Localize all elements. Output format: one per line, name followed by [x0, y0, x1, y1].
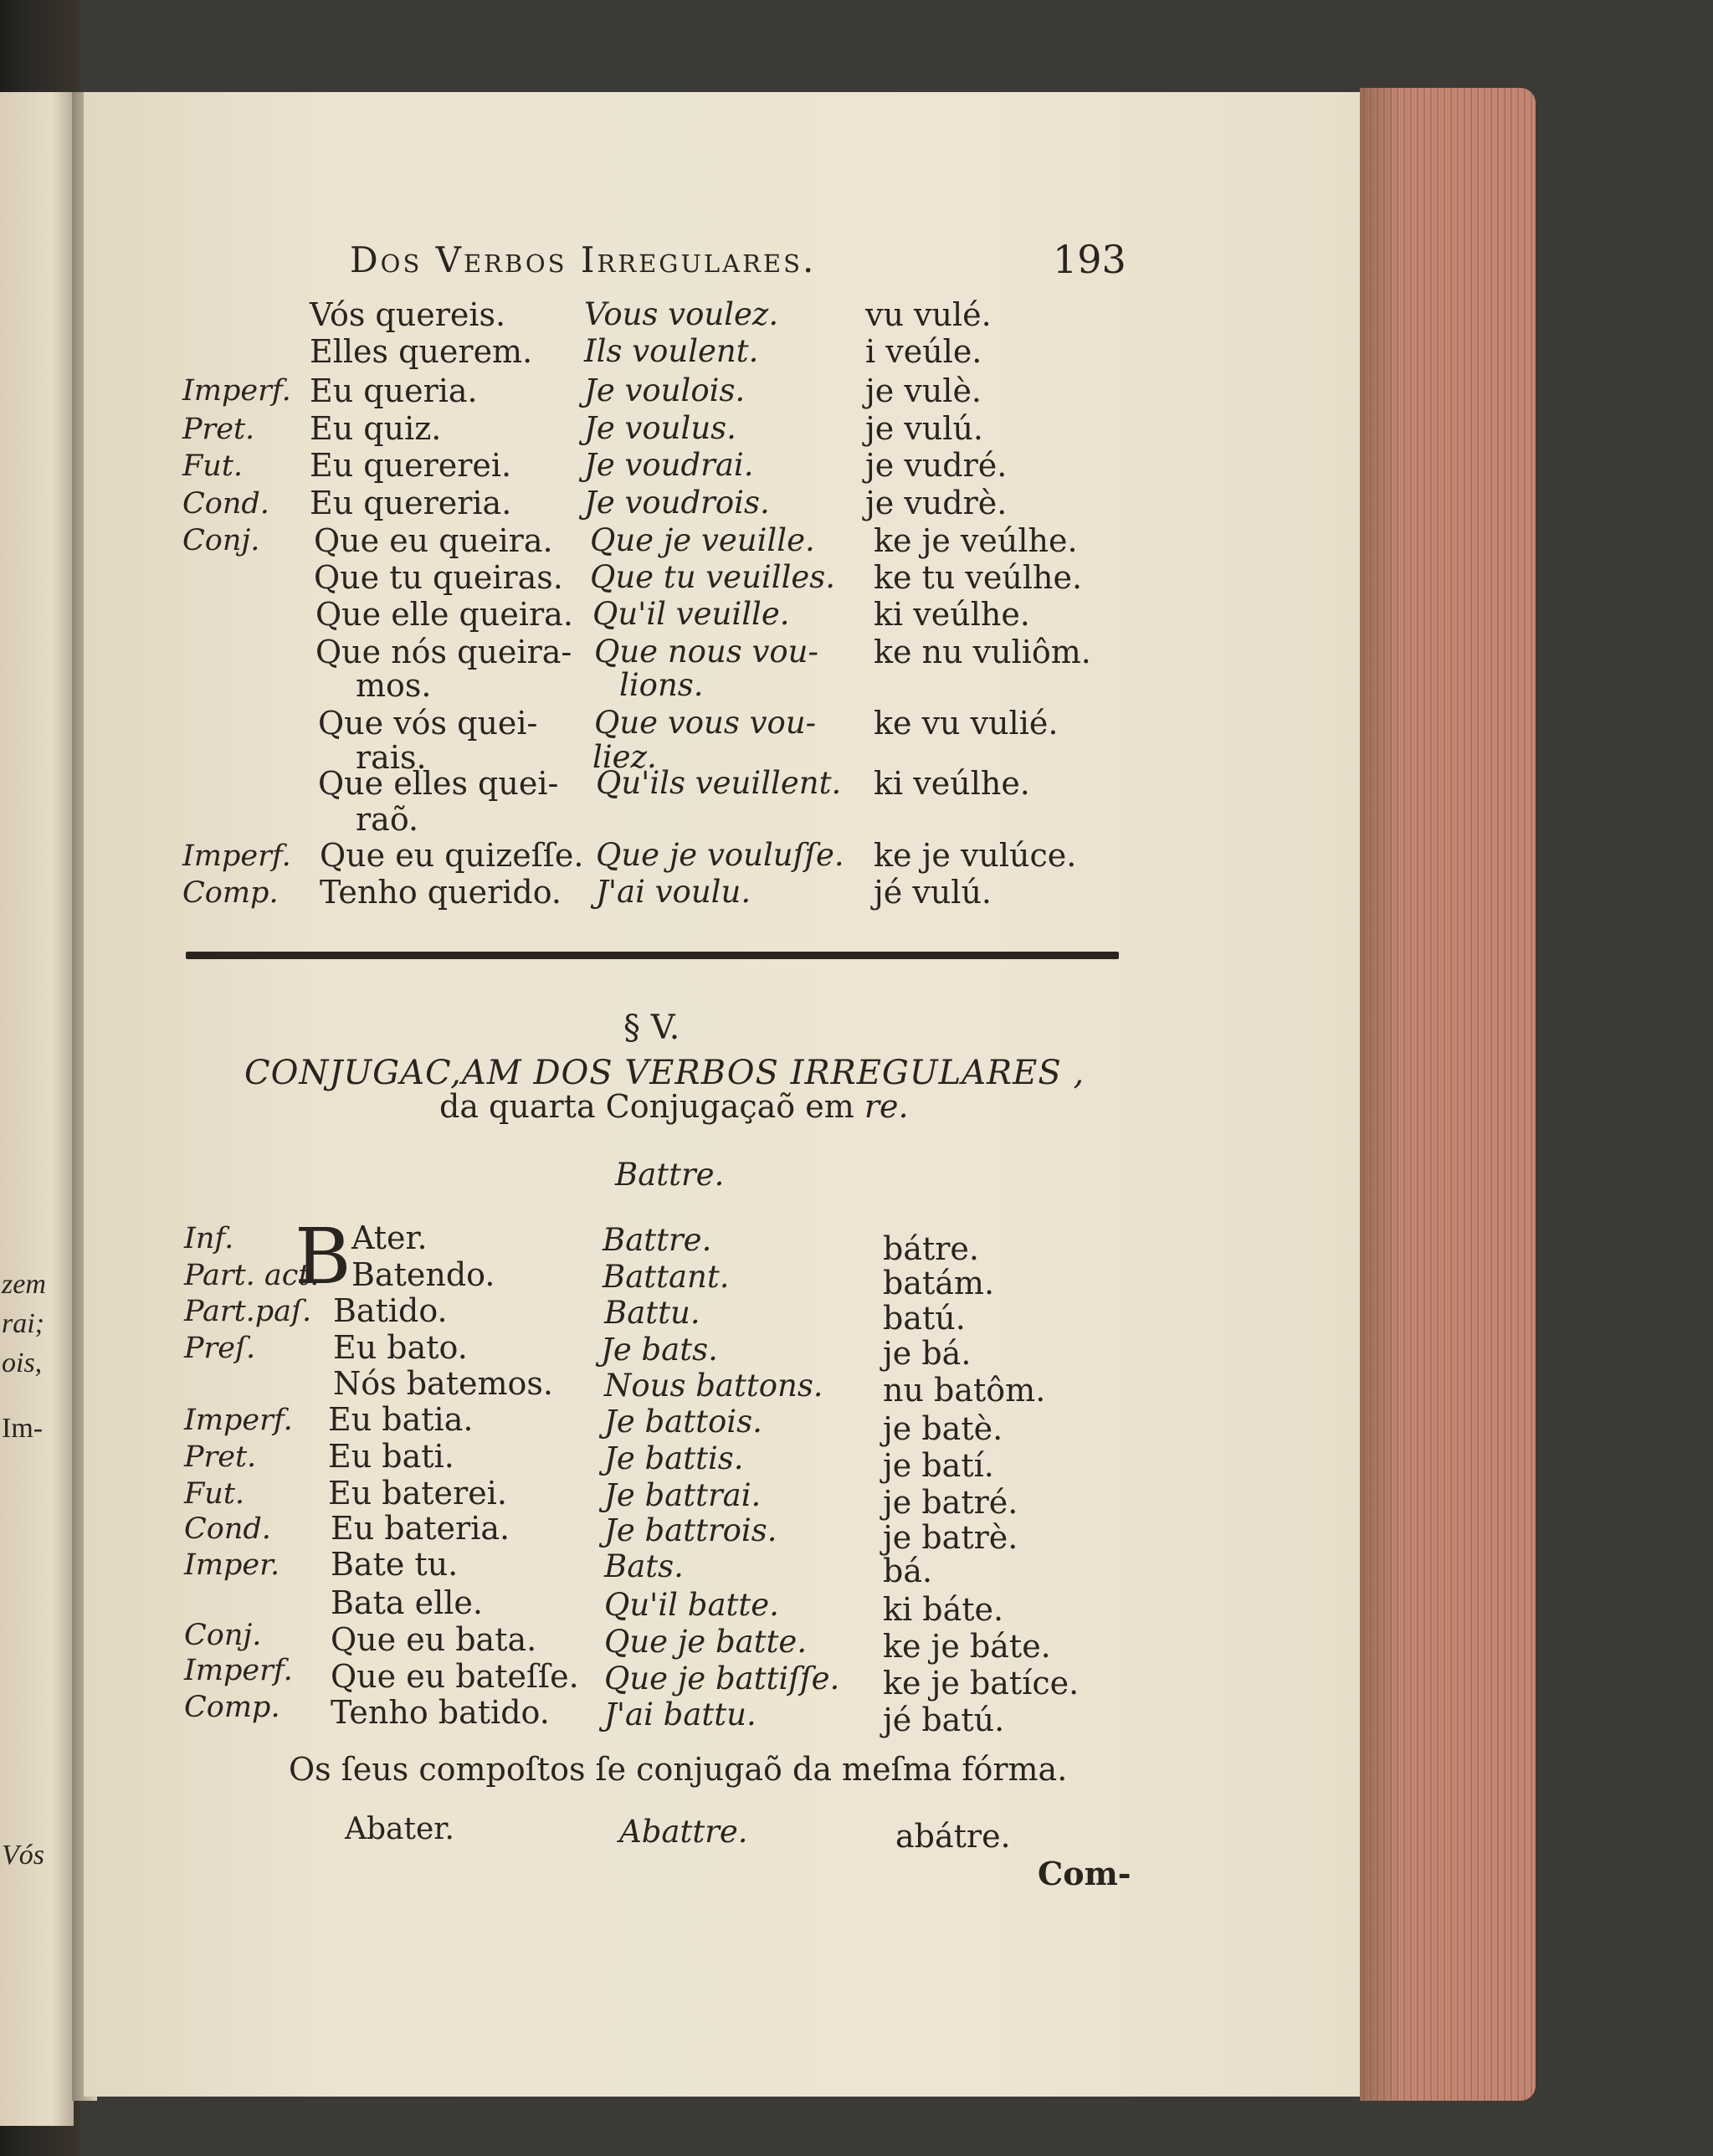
french-form: Que je batte.: [604, 1624, 808, 1660]
portuguese-form: Eu quereria.: [310, 485, 512, 521]
portuguese-form: Que eu bata.: [331, 1621, 537, 1658]
portuguese-form: Elles querem.: [310, 333, 533, 370]
pronunciation: jé batú.: [883, 1702, 1005, 1738]
portuguese-form-continuation: mos.: [356, 667, 432, 704]
left-page-fragment: Im-: [2, 1413, 44, 1444]
portuguese-form: Que elles quei-: [318, 765, 559, 802]
pronunciation: batú.: [883, 1300, 966, 1337]
french-form: Qu'ils veuillent.: [596, 765, 842, 801]
french-form: Je battrai.: [604, 1477, 762, 1513]
french-form: Battre.: [603, 1222, 712, 1258]
pronunciation: je vudré.: [865, 447, 1008, 484]
pronunciation: bá.: [883, 1553, 933, 1589]
french-form-continuation: lions.: [619, 667, 704, 703]
portuguese-form: Eu quiz.: [310, 410, 442, 447]
portuguese-form: Eu baterei.: [328, 1475, 507, 1512]
section-subtitle: da quarta Conjugaçaõ em re.: [439, 1088, 909, 1125]
pronunciation: je batí.: [883, 1447, 994, 1484]
french-form: Bats.: [604, 1548, 684, 1584]
page-edges-shade: [1360, 88, 1402, 2101]
pronunciation: je vulú.: [865, 410, 983, 447]
portuguese-form: Bate tu.: [331, 1546, 459, 1583]
portuguese-form: Ater.: [351, 1219, 428, 1256]
french-form: Que je battiſſe.: [604, 1661, 840, 1697]
french-form: Je battis.: [604, 1440, 744, 1476]
french-form: Que je vouluſſe.: [596, 837, 844, 873]
section-title: CONJUGAC,AM DOS VERBOS IRREGULARES ,: [244, 1054, 1085, 1092]
pronunciation: nu batôm.: [883, 1372, 1046, 1409]
subtitle-ending: re.: [864, 1088, 909, 1125]
compound-french: Abattre.: [619, 1814, 748, 1850]
tense-label: Pret.: [182, 413, 255, 446]
french-form: Je voudrai.: [584, 447, 754, 483]
pronunciation: i veúle.: [865, 333, 982, 370]
tense-label: Preſ.: [184, 1332, 256, 1365]
french-form: Que je veuille.: [590, 522, 815, 558]
pronunciation: jé vulú.: [874, 874, 992, 911]
pronunciation: ke tu veúlhe.: [874, 559, 1083, 596]
french-form: Ils voulent.: [584, 333, 759, 369]
french-form: J'ai battu.: [604, 1697, 756, 1732]
portuguese-form: Eu bato.: [333, 1329, 468, 1366]
pronunciation: je batrè.: [883, 1519, 1018, 1556]
portuguese-form: Que tu queiras.: [314, 559, 563, 596]
french-form: J'ai voulu.: [596, 874, 751, 910]
french-form: Je bats.: [601, 1332, 718, 1368]
tense-label: Conj.: [184, 1619, 262, 1652]
pronunciation: ke je veúlhe.: [874, 522, 1078, 559]
pronunciation: ke nu vuliôm.: [874, 634, 1091, 670]
tense-label: Cond.: [182, 487, 269, 521]
tense-label: Cond.: [184, 1512, 271, 1546]
tense-label: Imperf.: [184, 1654, 293, 1687]
tense-label: Fut.: [182, 449, 244, 483]
pronunciation: je bá.: [883, 1335, 972, 1372]
drop-cap: B: [295, 1212, 351, 1301]
tense-label: Imperf.: [184, 1404, 293, 1437]
portuguese-form: Que eu quizeſſe.: [320, 837, 584, 874]
tense-label: Imper.: [184, 1548, 280, 1582]
french-form: Battant.: [603, 1259, 730, 1295]
portuguese-form: Batendo.: [351, 1256, 495, 1293]
french-form: Vous voulez.: [584, 296, 779, 332]
portuguese-form: Que vós quei-: [318, 705, 538, 742]
portuguese-form-continuation: raõ.: [356, 801, 419, 838]
portuguese-form: Nós batemos.: [333, 1365, 553, 1402]
french-form: Que nous vou-: [594, 634, 819, 670]
french-form-continuation: liez.: [592, 739, 657, 775]
tense-label: Inf.: [184, 1222, 234, 1255]
tense-label: Pret.: [184, 1440, 257, 1474]
tense-label: Part.paſ.: [184, 1295, 312, 1328]
tense-label: Part. act.: [184, 1259, 320, 1292]
french-form: Je voulus.: [584, 410, 736, 446]
tense-label: Comp.: [184, 1691, 280, 1724]
pronunciation: je vulè.: [865, 372, 982, 409]
catchword: Com-: [1038, 1855, 1131, 1892]
pronunciation: ke je vulúce.: [874, 837, 1077, 874]
tense-label: Comp.: [182, 876, 279, 910]
left-page-fragment: ois,: [2, 1348, 43, 1378]
french-form: Nous battons.: [604, 1368, 823, 1404]
french-form: Que tu veuilles.: [590, 559, 836, 595]
pronunciation: je batré.: [883, 1484, 1018, 1521]
pronunciation: ki veúlhe.: [874, 596, 1030, 633]
portuguese-form: Tenho batido.: [331, 1694, 550, 1731]
french-form: Je voulois.: [584, 372, 746, 408]
pronunciation: ki veúlhe.: [874, 765, 1030, 802]
portuguese-form: Bata elle.: [331, 1584, 483, 1621]
portuguese-form: Que elle queira.: [315, 596, 573, 633]
tense-label: Conj.: [182, 524, 260, 557]
section-divider-rule: [186, 952, 1119, 959]
tense-label: Imperf.: [182, 374, 291, 408]
left-page-edge: [0, 92, 74, 2126]
verb-heading: Battre.: [615, 1157, 725, 1193]
french-form: Je voudrois.: [584, 485, 770, 521]
portuguese-form: Eu batia.: [328, 1401, 474, 1438]
left-page-fragment: zem: [2, 1269, 46, 1300]
compound-portuguese: Abater.: [345, 1812, 454, 1846]
pronunciation: bátre.: [883, 1230, 979, 1267]
portuguese-form: Eu bati.: [328, 1438, 454, 1475]
portuguese-form: Batido.: [333, 1292, 448, 1329]
portuguese-form: Que eu bateſſe.: [331, 1658, 579, 1695]
compound-pronunciation: abátre.: [895, 1818, 1011, 1855]
left-page-fragment: rai;: [2, 1308, 44, 1339]
portuguese-form: Eu quererei.: [310, 447, 512, 484]
portuguese-form: Que eu queira.: [314, 522, 553, 559]
compounds-note: Os ſeus compoſtos ſe conjugaõ da meſma fórma.: [289, 1751, 1068, 1788]
tense-label: Imperf.: [182, 839, 291, 873]
pronunciation: je batè.: [883, 1410, 1003, 1447]
french-form: Je battois.: [604, 1404, 762, 1440]
running-title: Dos Verbos Irregulares.: [350, 239, 817, 280]
french-form: Qu'il batte.: [604, 1587, 779, 1623]
tense-label: Fut.: [184, 1477, 245, 1511]
pronunciation: vu vulé.: [865, 296, 992, 333]
portuguese-form: Eu queria.: [310, 372, 478, 409]
portuguese-form: Tenho querido.: [320, 874, 562, 911]
french-form: Qu'il veuille.: [592, 596, 790, 632]
left-page-fragment: Vós: [2, 1840, 44, 1871]
french-form: Battu.: [604, 1295, 700, 1331]
portuguese-form: Eu bateria.: [331, 1510, 510, 1547]
page-number: 193: [1053, 237, 1126, 282]
pronunciation: ki báte.: [883, 1591, 1004, 1628]
pronunciation: ke vu vulié.: [874, 705, 1059, 742]
pronunciation: ke je báte.: [883, 1628, 1051, 1665]
french-form: Que vous vou-: [594, 705, 817, 741]
pronunciation: ke je batíce.: [883, 1665, 1080, 1702]
section-mark: § V.: [623, 1009, 680, 1047]
pronunciation: je vudrè.: [865, 485, 1008, 521]
portuguese-form-continuation: rais.: [356, 739, 427, 776]
french-form: Je battrois.: [604, 1512, 777, 1548]
portuguese-form: Que nós queira-: [315, 634, 572, 670]
portuguese-form: Vós quereis.: [310, 296, 506, 333]
pronunciation: batám.: [883, 1265, 995, 1301]
